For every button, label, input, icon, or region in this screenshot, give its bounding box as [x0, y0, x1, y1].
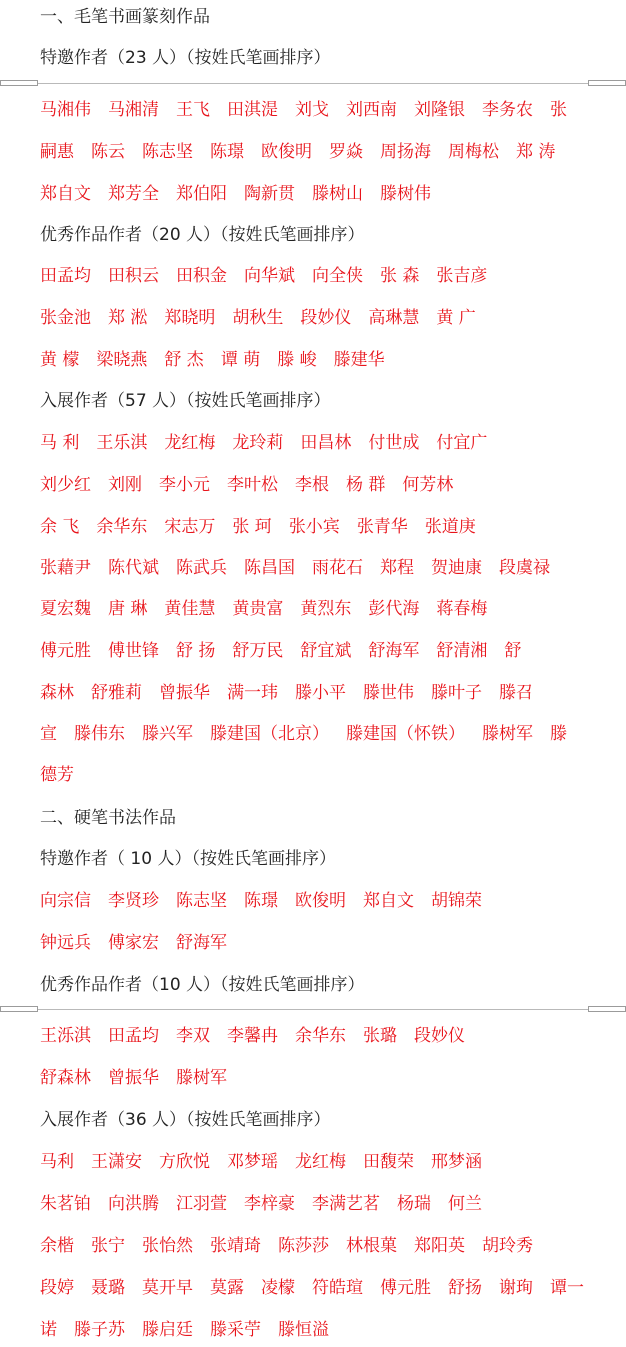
- section-title: 一、毛笔书画篆刻作品: [40, 7, 210, 27]
- author-name: 段婷: [40, 1278, 74, 1298]
- author-name: 宣: [40, 724, 57, 744]
- name-line: [40, 141, 622, 163]
- author-name: 诺: [40, 1320, 57, 1340]
- author-name: 黄贵富: [232, 599, 284, 619]
- author-name: 田积金: [176, 266, 227, 286]
- author-name: 唐 琳: [108, 599, 148, 619]
- author-name: 黄烈东: [300, 599, 352, 619]
- author-name: 马湘清: [108, 100, 159, 120]
- author-name: 舒森林: [40, 1068, 91, 1088]
- author-name: 李叶松: [227, 475, 278, 495]
- name-line: [40, 723, 622, 745]
- author-name: 傅元胜: [380, 1278, 431, 1298]
- author-name: 张藉尹: [40, 558, 91, 578]
- author-name: 舒 杰: [164, 350, 204, 370]
- author-name: 贺迪康: [431, 558, 482, 578]
- separator-rule: [0, 83, 626, 84]
- author-name: 滕建华: [333, 350, 385, 370]
- author-name: 李馨冉: [227, 1026, 278, 1046]
- author-name: 舒雅莉: [91, 683, 142, 703]
- author-name: 滕兴军: [142, 724, 193, 744]
- author-name: 王泺淇: [40, 1026, 91, 1046]
- author-name: 田孟均: [108, 1026, 159, 1046]
- page-break-separator-top: [0, 80, 626, 88]
- author-name: 何芳林: [402, 475, 454, 495]
- author-name: 段妙仪: [414, 1026, 465, 1046]
- author-name: 张吉彦: [436, 266, 488, 286]
- name-line: [40, 183, 622, 205]
- group-header: 特邀作者（23 人）（按姓氏笔画排序）: [40, 48, 331, 68]
- author-name: 欧俊明: [295, 891, 346, 911]
- author-name: 张怡然: [142, 1236, 193, 1256]
- section-title: 二、硬笔书法作品: [40, 808, 176, 828]
- author-name: 李务农: [482, 100, 533, 120]
- author-name: 郑 淞: [108, 308, 148, 328]
- author-name: 张 珂: [232, 517, 272, 537]
- author-name: 王乐淇: [96, 433, 148, 453]
- author-name: 莫露: [210, 1278, 244, 1298]
- author-name: 曾振华: [159, 683, 210, 703]
- author-name: 傅家宏: [108, 933, 159, 953]
- author-name: 胡秋生: [232, 308, 284, 328]
- author-name: 张 森: [380, 266, 420, 286]
- author-name: 舒宜斌: [300, 641, 352, 661]
- name-line: [40, 307, 622, 329]
- author-name: 黄佳慧: [164, 599, 216, 619]
- author-name: 舒海军: [368, 641, 420, 661]
- author-name: 向宗信: [40, 891, 91, 911]
- name-line: [40, 1235, 622, 1257]
- author-name: 舒扬: [448, 1278, 482, 1298]
- author-name: 钟远兵: [40, 933, 91, 953]
- author-name: 周扬海: [380, 142, 431, 162]
- author-name: 刘隆银: [414, 100, 465, 120]
- author-name: 滕采苧: [210, 1320, 261, 1340]
- author-name: 宋志万: [164, 517, 216, 537]
- author-name: 郑阳英: [414, 1236, 465, 1256]
- author-name: 付宜广: [436, 433, 488, 453]
- author-name: 谭一: [550, 1278, 584, 1298]
- name-line: [40, 598, 622, 620]
- author-name: 聂璐: [91, 1278, 125, 1298]
- author-name: 马湘伟: [40, 100, 91, 120]
- author-name: 张青华: [356, 517, 408, 537]
- author-name: 舒海军: [176, 933, 227, 953]
- group-header: 优秀作品作者（20 人）（按姓氏笔画排序）: [40, 225, 365, 245]
- author-name: 余楷: [40, 1236, 74, 1256]
- author-name: 朱茗铂: [40, 1194, 91, 1214]
- author-name: 滕建国（怀铁）: [346, 724, 465, 744]
- separator-marker-left: [0, 80, 38, 86]
- author-name: 余华东: [295, 1026, 346, 1046]
- separator-marker-left: [0, 1006, 38, 1012]
- name-line: [40, 1277, 622, 1299]
- author-name: 向全侠: [312, 266, 363, 286]
- author-name: 郑 涛: [516, 142, 556, 162]
- group-header: 特邀作者（ 10 人）（按姓氏笔画排序）: [40, 849, 336, 869]
- name-line: [40, 1319, 622, 1341]
- name-line: [40, 932, 622, 954]
- author-name: 舒清湘: [436, 641, 488, 661]
- author-name: 余 飞: [40, 517, 80, 537]
- author-name: 田淇湜: [227, 100, 278, 120]
- author-name: 龙红梅: [164, 433, 216, 453]
- name-line: [40, 557, 622, 579]
- author-name: 邢梦涵: [431, 1152, 482, 1172]
- author-name: 方欣悦: [159, 1152, 210, 1172]
- author-name: 田孟均: [40, 266, 91, 286]
- author-name: 罗焱: [329, 142, 363, 162]
- author-name: 马 利: [40, 433, 80, 453]
- author-name: 陈武兵: [176, 558, 227, 578]
- author-name: 嗣惠: [40, 142, 74, 162]
- author-name: 刘戈: [295, 100, 329, 120]
- author-name: 陈代斌: [108, 558, 159, 578]
- author-name: 李梓豪: [244, 1194, 295, 1214]
- author-name: 满一玮: [227, 683, 278, 703]
- name-line: [40, 1151, 622, 1173]
- author-name: 田昌林: [300, 433, 352, 453]
- author-name: 张宁: [91, 1236, 125, 1256]
- author-name: 龙玲莉: [232, 433, 284, 453]
- author-name: 向洪腾: [108, 1194, 159, 1214]
- author-name: 滕建国（北京）: [210, 724, 329, 744]
- author-name: 滕: [550, 724, 567, 744]
- author-name: 蒋春梅: [436, 599, 488, 619]
- author-name: 田积云: [108, 266, 159, 286]
- author-name: 郑程: [380, 558, 414, 578]
- author-name: 何兰: [448, 1194, 482, 1214]
- author-name: 舒 扬: [176, 641, 216, 661]
- author-name: 王飞: [176, 100, 210, 120]
- author-name: 舒万民: [232, 641, 284, 661]
- name-line: [40, 432, 622, 454]
- author-name: 滕召: [499, 683, 533, 703]
- author-name: 张金池: [40, 308, 91, 328]
- author-name: 胡锦荣: [431, 891, 482, 911]
- author-name: 高琳慧: [368, 308, 420, 328]
- name-line: [40, 265, 622, 287]
- name-line: [40, 764, 622, 786]
- author-name: 陈莎莎: [278, 1236, 329, 1256]
- author-name: 凌檬: [261, 1278, 295, 1298]
- author-name: 陶新贯: [244, 184, 295, 204]
- author-name: 张璐: [363, 1026, 397, 1046]
- author-name: 符皓瑄: [312, 1278, 363, 1298]
- author-name: 滕树山: [312, 184, 363, 204]
- author-name: 滕启廷: [142, 1320, 193, 1340]
- name-line: [40, 890, 622, 912]
- author-name: 段妙仪: [300, 308, 352, 328]
- author-name: 谭 萌: [220, 350, 261, 370]
- author-name: 刘西南: [346, 100, 397, 120]
- name-line: [40, 474, 622, 496]
- author-name: 马利: [40, 1152, 74, 1172]
- name-line: [40, 682, 622, 704]
- author-name: 江羽萱: [176, 1194, 227, 1214]
- author-name: 段虞禄: [499, 558, 550, 578]
- author-name: 傅元胜: [40, 641, 91, 661]
- author-name: 舒: [504, 641, 522, 661]
- author-name: 向华斌: [244, 266, 295, 286]
- author-name: 林根菓: [346, 1236, 397, 1256]
- author-name: 王潇安: [91, 1152, 142, 1172]
- author-name: 杨瑞: [397, 1194, 431, 1214]
- author-name: 周梅松: [448, 142, 499, 162]
- author-name: 夏宏魏: [40, 599, 91, 619]
- group-header: 优秀作品作者（10 人）（按姓氏笔画排序）: [40, 975, 365, 995]
- author-name: 郑自文: [363, 891, 414, 911]
- separator-rule: [0, 1009, 626, 1010]
- author-name: 张: [550, 100, 567, 120]
- author-name: 陈璟: [244, 891, 278, 911]
- author-name: 梁晓燕: [96, 350, 148, 370]
- author-name: 张道庚: [424, 517, 476, 537]
- author-name: 雨花石: [312, 558, 363, 578]
- author-name: 杨 群: [346, 475, 386, 495]
- author-name: 滕树军: [482, 724, 533, 744]
- author-name: 黄 檬: [40, 350, 80, 370]
- author-name: 刘少红: [40, 475, 91, 495]
- name-line: [40, 349, 622, 371]
- author-name: 黄 广: [436, 308, 476, 328]
- name-line: [40, 1025, 622, 1047]
- author-name: 陈昌国: [244, 558, 295, 578]
- author-name: 莫开早: [142, 1278, 193, 1298]
- author-name: 滕世伟: [363, 683, 414, 703]
- author-name: 郑自文: [40, 184, 91, 204]
- author-name: 陈璟: [210, 142, 244, 162]
- author-name: 郑芳全: [108, 184, 159, 204]
- author-name: 邓梦瑶: [227, 1152, 278, 1172]
- group-header: 入展作者（36 人）（按姓氏笔画排序）: [40, 1110, 331, 1130]
- author-name: 滕小平: [295, 683, 346, 703]
- author-name: 彭代海: [368, 599, 420, 619]
- author-name: 曾振华: [108, 1068, 159, 1088]
- page-break-separator-bottom: [0, 1006, 626, 1014]
- author-name: 陈云: [91, 142, 125, 162]
- author-name: 李小元: [159, 475, 210, 495]
- name-line: [40, 516, 622, 538]
- separator-marker-right: [588, 1006, 626, 1012]
- author-name: 张小宾: [288, 517, 340, 537]
- author-name: 李双: [176, 1026, 210, 1046]
- name-line: [40, 1067, 622, 1089]
- author-name: 郑晓明: [164, 308, 216, 328]
- author-name: 龙红梅: [295, 1152, 346, 1172]
- author-name: 傅世锋: [108, 641, 159, 661]
- author-name: 滕树军: [176, 1068, 227, 1088]
- author-name: 森林: [40, 683, 74, 703]
- author-name: 滕恒溢: [278, 1320, 329, 1340]
- author-name: 李贤珍: [108, 891, 159, 911]
- name-line: [40, 1193, 622, 1215]
- author-name: 李满艺茗: [312, 1194, 380, 1214]
- author-name: 滕树伟: [380, 184, 431, 204]
- author-name: 欧俊明: [261, 142, 312, 162]
- author-name: 余华东: [96, 517, 148, 537]
- author-name: 刘刚: [108, 475, 142, 495]
- author-name: 张靖琦: [210, 1236, 261, 1256]
- author-name: 滕子苏: [74, 1320, 125, 1340]
- name-line: [40, 99, 622, 121]
- author-name: 李根: [295, 475, 329, 495]
- author-name: 付世成: [368, 433, 420, 453]
- author-name: 田馥荣: [363, 1152, 414, 1172]
- separator-marker-right: [588, 80, 626, 86]
- author-name: 胡玲秀: [482, 1236, 533, 1256]
- author-name: 德芳: [40, 765, 74, 785]
- author-name: 郑伯阳: [176, 184, 227, 204]
- author-name: 滕 峻: [277, 350, 317, 370]
- name-line: [40, 640, 622, 662]
- author-name: 陈志坚: [176, 891, 227, 911]
- author-name: 谢珣: [499, 1278, 533, 1298]
- group-header: 入展作者（57 人）（按姓氏笔画排序）: [40, 391, 331, 411]
- author-name: 滕伟东: [74, 724, 125, 744]
- author-name: 滕叶子: [431, 683, 482, 703]
- author-name: 陈志坚: [142, 142, 193, 162]
